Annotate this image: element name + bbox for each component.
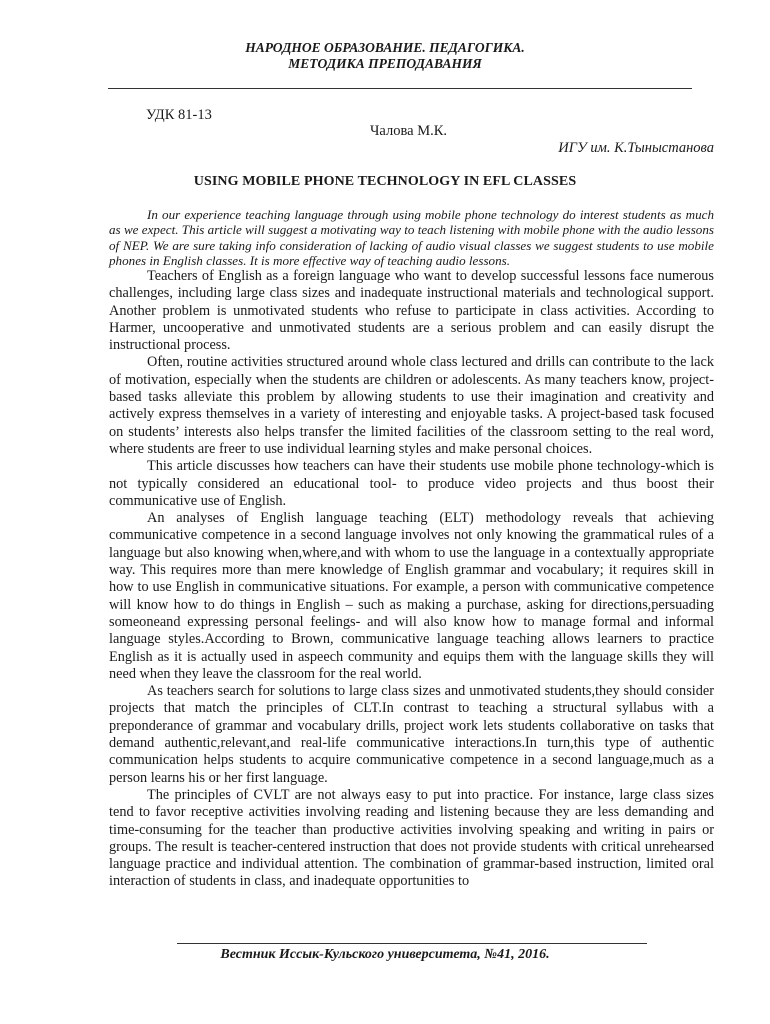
article-body xyxy=(109,268,714,891)
body-paragraph: This article discusses how teachers can have their students use mobile phone technology-which is not typically considered an educational tool- to produce video projects and thus boost their communicative use of English. xyxy=(109,458,714,509)
body-paragraph: An analyses of English language teaching (ELT) methodology reveals that achieving communicative competence in a second language involves not only knowing the grammatical rules of a language but also knowing when,where,and with whom to use the language in a contextually appropriate way. This requires more than mere knowledge of English grammar and vocabulary; it requires skill in how to use English in communicative situations. For example, a person with communicative competence will know how to do things in English – such as making a purchase, asking for directions,persuading someoneand expressing personal feelings- and will also know how to manage formal and informal language styles.According to Brown, communicative language teaching allows learners to practice English as it is actually used in aspeech community and equips them with the language skills they will need when they leave the classroom for the real world. xyxy=(109,510,714,682)
body-paragraph: Often, routine activities structured around whole class lectured and drills can contribute to the lack of motivation, especially when the students are children or adolescents. As many teachers know, project-based tasks alleviate this problem by allowing students to use their imagination and creativity and actively express themselves in a variety of interesting and enjoyable tasks. A project-based task focused on students’ interests also helps transfer the limited facilities of the classroom setting to the real word, where students are freer to use individual learning styles and make personal choices. xyxy=(109,354,714,457)
running-header xyxy=(0,40,770,72)
author-affiliation: ИГУ им. К.Тыныстанова xyxy=(558,140,714,156)
article-title: USING MOBILE PHONE TECHNOLOGY IN EFL CLASSES xyxy=(193,174,577,189)
section-title-line2: МЕТОДИКА ПРЕПОДАВАНИЯ xyxy=(288,56,482,71)
body-paragraph: The principles of CVLT are not always easy to put into practice. For instance, large class sizes tend to favor receptive activities involving reading and listening because they are less demanding and time-consuming for the teacher than productive activities involving speaking and writing in pairs or groups. The result is teacher-centered instruction that does not provide students with critical unrehearsed language practice and individual attention. The combination of grammar-based instruction, limited oral interaction of students in class, and inadequate opportunities to xyxy=(109,786,714,890)
body-paragraph: As teachers search for solutions to large class sizes and unmotivated students,they should consider projects that match the principles of CLT.In contrast to teaching a structural syllabus with a preponderance of grammar and vocabulary drills, project work lets students collaborative on tasks that demand authentic,relevant,and real-life communicative interactions.In turn,this type of authentic communication helps students to acquire communicative competence in a second language,much as a person learns his or her first language. xyxy=(109,683,714,786)
abstract xyxy=(109,207,714,269)
abstract-text: In our experience teaching language through using mobile phone technology do interest students as much as we expect. This article will suggest a motivating way to teach listening with mobile phone with the audio lessons of NEP. We are sure taking info consideration of lacking of audio visual classes we suggest students to use mobile phones in English classes. It is more effective way of teaching audio lessons. xyxy=(109,207,714,269)
udk-code: УДК 81-13 xyxy=(146,107,212,123)
header-divider xyxy=(108,88,692,89)
author-name: Чалова М.К. xyxy=(370,123,448,139)
journal-footer: Вестник Иссык-Кульского университета, №41, 2016. xyxy=(220,947,550,962)
body-paragraph: Teachers of English as a foreign language who want to develop successful lessons face numerous challenges, including large class sizes and inadequate instructional materials and technological support. Another problem is unmotivated students who refuse to participate in class activities. According to Harmer, uncooperative and unmotivated students are a serious problem and can easily disrupt the instructional process. xyxy=(109,268,714,354)
section-title-line1: НАРОДНОЕ ОБРАЗОВАНИЕ. ПЕДАГОГИКА. xyxy=(245,40,525,55)
footer-divider xyxy=(177,943,647,944)
